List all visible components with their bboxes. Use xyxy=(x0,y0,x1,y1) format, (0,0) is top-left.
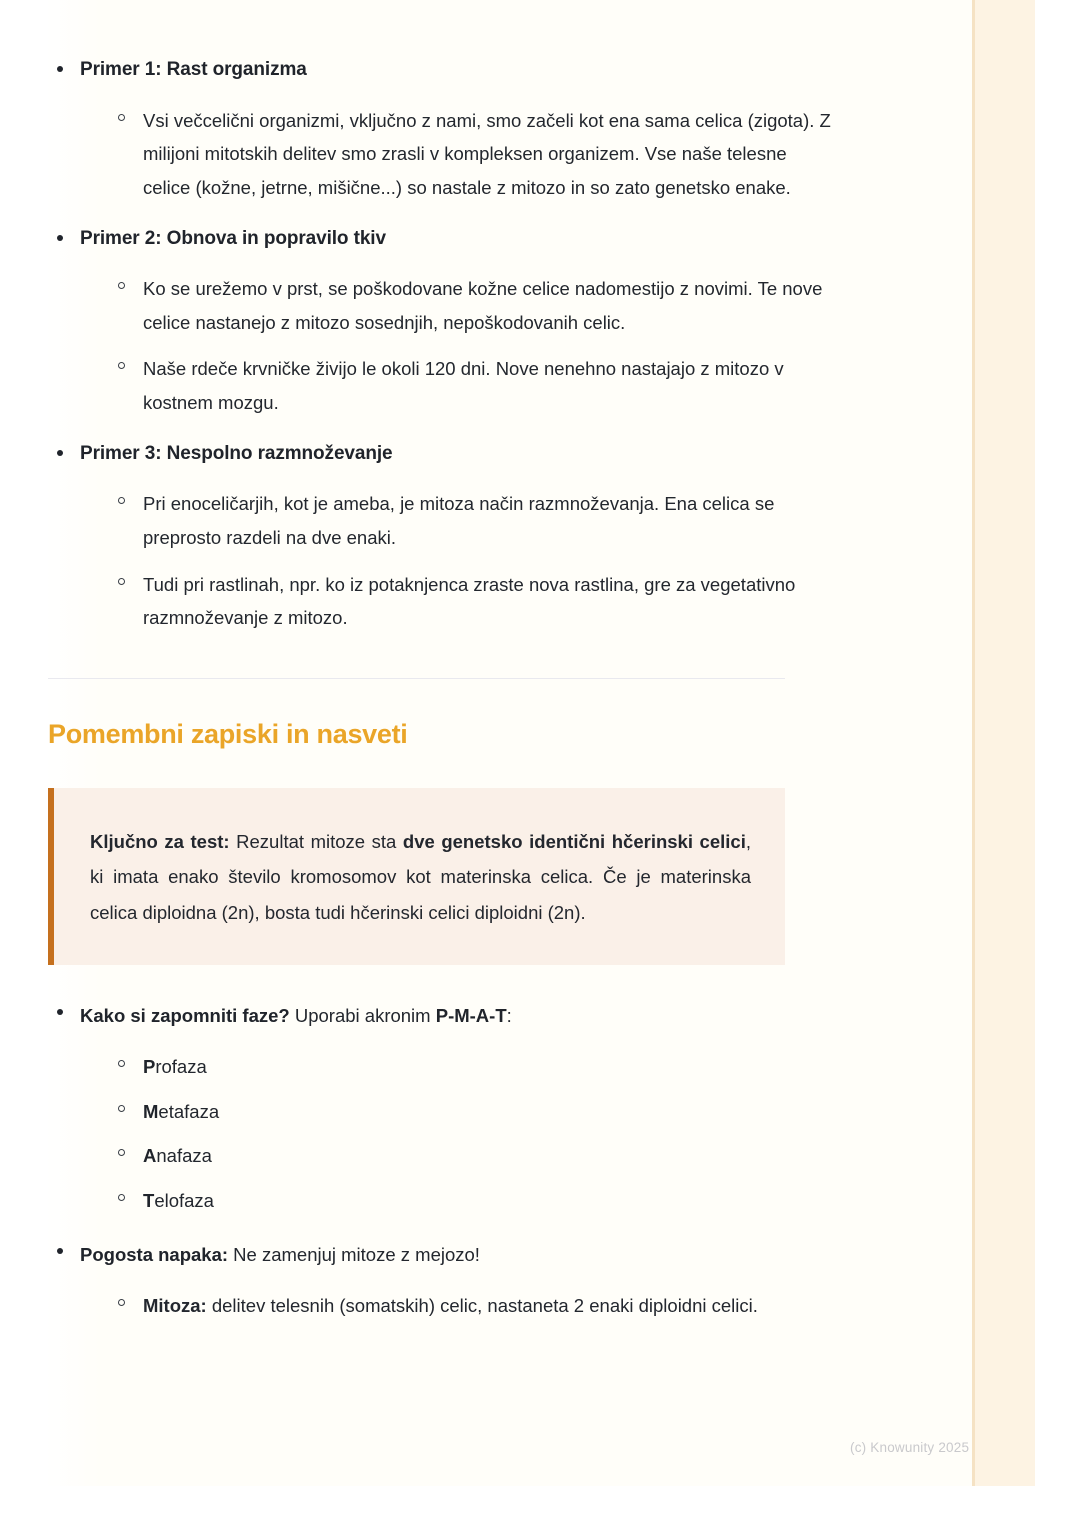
bullet-circle-icon xyxy=(118,1060,125,1067)
page-right-strip xyxy=(975,0,1035,1486)
spacer xyxy=(80,420,838,440)
list-item xyxy=(110,352,838,419)
phase-initial: P xyxy=(143,1056,156,1078)
phase-rest: etafaza xyxy=(158,1100,220,1122)
spacer xyxy=(80,467,838,487)
spacer xyxy=(48,679,838,717)
copyright-watermark: (c) Knowunity 2025 xyxy=(850,1440,970,1455)
bullet-circle-icon xyxy=(118,1149,125,1156)
bullet-disc-icon xyxy=(57,1248,63,1254)
phase-rest: rofaza xyxy=(155,1056,207,1078)
spacer xyxy=(110,339,838,352)
spacer xyxy=(48,635,838,678)
spacer xyxy=(48,28,838,56)
phase-name xyxy=(143,1050,838,1084)
callout-text-2: , ki imata enako število kromosomov kot materinska celica. Če je materinska celica diploidna (2n), bosta tudi hčerinski celici diploidni (2n). xyxy=(90,830,751,923)
list-item xyxy=(110,1139,838,1173)
mnemonic-text: Uporabi akronim xyxy=(289,1004,436,1026)
spacer xyxy=(80,252,838,272)
list-item xyxy=(110,1289,838,1323)
bullet-circle-icon xyxy=(118,1105,125,1112)
example-3-points xyxy=(110,487,838,635)
key-takeaway-callout xyxy=(48,788,785,965)
bullet-circle-icon xyxy=(118,114,125,121)
spacer xyxy=(80,84,838,104)
spacer xyxy=(110,1128,838,1139)
mistake-points xyxy=(110,1289,838,1323)
example-point: Vsi večcelični organizmi, vključno z nami, smo začeli kot ena sama celica (zigota). Z milijoni mitotskih delitev smo zrasli v kompleksen organizem. Vse naše telesne celice (kožne, jetrne, mišične...) so nastale z mitozo in so zato genetsko enake. xyxy=(143,109,831,198)
mistake-sub-text: delitev telesnih (somatskih) celic, nastaneta 2 enaki diploidni celici. xyxy=(206,1295,758,1317)
list-item xyxy=(110,487,838,554)
phase-name xyxy=(143,1095,838,1129)
phase-list xyxy=(110,1050,838,1218)
phase-initial: A xyxy=(143,1145,157,1167)
bullet-circle-icon xyxy=(118,1194,125,1201)
example-heading: Primer 2: Obnova in popravilo tkiv xyxy=(80,227,386,249)
callout-lead: Ključno za test: xyxy=(90,830,230,852)
example-2-points xyxy=(110,272,838,420)
list-item xyxy=(110,104,838,205)
mistake-sub-lead: Mitoza: xyxy=(143,1295,207,1317)
mistake-lead: Pogosta napaka: xyxy=(80,1243,229,1265)
bullet-disc-icon xyxy=(57,1009,63,1015)
mnemonic-suffix: : xyxy=(506,1004,512,1026)
list-item-mnemonic xyxy=(48,999,838,1238)
bullet-circle-icon xyxy=(118,497,125,504)
bullet-circle-icon xyxy=(118,282,125,289)
callout-text-1: Rezultat mitoze sta xyxy=(229,830,403,852)
list-item xyxy=(110,1095,838,1129)
phase-initial: M xyxy=(143,1100,159,1122)
list-item-example-2 xyxy=(48,225,838,440)
mnemonic-heading xyxy=(80,999,838,1033)
mistake-heading xyxy=(80,1238,838,1272)
callout-bold-1: dve genetsko identični hčerinski celici xyxy=(402,830,746,852)
mnemonic-acronym: P-M-A-T xyxy=(435,1004,507,1026)
bullet-disc-icon xyxy=(57,235,63,241)
example-point: Naše rdeče krvničke živijo le okoli 120 dni. Nove nenehno nastajajo z mitozo v kostnem mozgu. xyxy=(143,358,784,414)
tips-list xyxy=(48,999,838,1324)
spacer xyxy=(48,965,838,999)
bullet-disc-icon xyxy=(57,450,63,456)
bullet-circle-icon xyxy=(118,578,125,585)
bullet-disc-icon xyxy=(57,66,63,72)
examples-list xyxy=(48,56,838,635)
bullet-circle-icon xyxy=(118,362,125,369)
mnemonic-lead: Kako si zapomniti faze? xyxy=(80,1004,290,1026)
list-item-example-1 xyxy=(48,56,838,225)
phase-name xyxy=(143,1184,838,1218)
example-point: Ko se urežemo v prst, se poškodovane kožne celice nadomestijo z novimi. Te nove celice nastanejo z mitozo sosednjih, nepoškodovanih celic. xyxy=(143,278,823,333)
spacer xyxy=(80,1218,838,1238)
mistake-text: Ne zamenjuj mitoze z mejozo! xyxy=(228,1243,480,1265)
spacer xyxy=(48,0,838,28)
spacer xyxy=(48,752,838,788)
list-item xyxy=(110,1050,838,1084)
spacer xyxy=(80,205,838,225)
callout-text xyxy=(90,824,751,931)
bullet-circle-icon xyxy=(118,1299,125,1306)
phase-rest: elofaza xyxy=(154,1190,214,1212)
example-1-points xyxy=(110,104,838,205)
example-heading: Primer 3: Nespolno razmnoževanje xyxy=(80,442,393,464)
example-point: Pri enoceličarjih, kot je ameba, je mitoza način razmnoževanja. Ena celica se preprosto razdeli na dve enaki. xyxy=(143,493,775,548)
spacer xyxy=(80,1271,838,1289)
list-item-common-mistake xyxy=(48,1238,838,1323)
list-item xyxy=(110,1184,838,1218)
spacer xyxy=(80,1032,838,1050)
mistake-definition xyxy=(143,1289,838,1323)
page-title: Pomembni zapiski in nasveti xyxy=(48,718,408,749)
phase-name xyxy=(143,1139,838,1173)
phase-initial: T xyxy=(143,1190,155,1212)
list-item-example-3 xyxy=(48,440,838,635)
document-content xyxy=(48,0,838,1323)
example-point: Tudi pri rastlinah, npr. ko iz potaknjenca zraste nova rastlina, gre za vegetativno razmnoževanje z mitozo. xyxy=(143,573,796,629)
list-item xyxy=(110,568,838,635)
phase-rest: nafaza xyxy=(156,1145,212,1167)
spacer xyxy=(110,1173,838,1184)
spacer xyxy=(110,555,838,568)
spacer xyxy=(110,1084,838,1095)
example-heading: Primer 1: Rast organizma xyxy=(80,59,307,80)
list-item xyxy=(110,272,838,339)
